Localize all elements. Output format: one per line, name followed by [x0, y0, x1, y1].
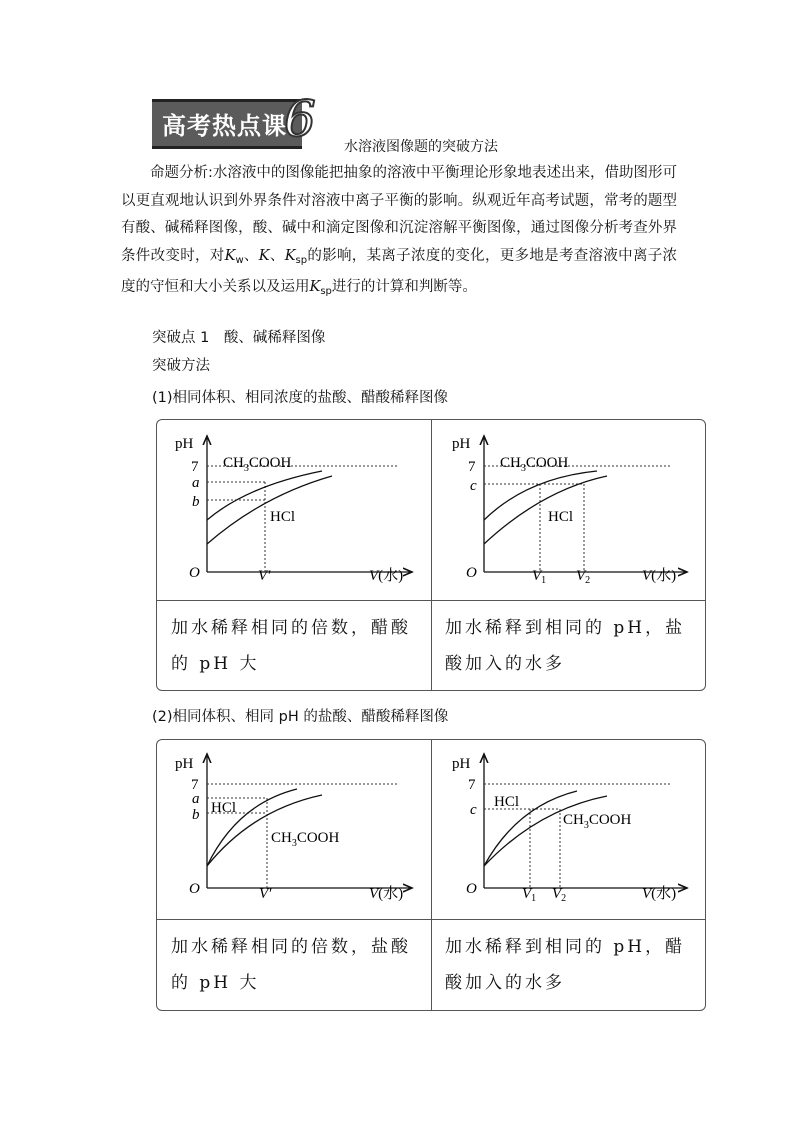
hcl-curve — [484, 476, 607, 544]
graph-2b — [432, 740, 705, 920]
v2-label: $V_2$ — [576, 568, 591, 586]
part1-right-caption: 加水稀释到相同的 pH，盐酸加入的水多 — [445, 618, 686, 674]
ksp-subscript: sp — [295, 254, 308, 266]
ch3cooh-label: $CH_3COOH$ — [500, 455, 569, 474]
part1-title: (1)相同体积、相同浓度的盐酸、醋酸稀释图像 — [152, 390, 449, 406]
ksp2-symbol: K — [309, 279, 321, 295]
sep2: 、 — [269, 247, 285, 264]
intro-text-3: 进行的计算和判断等。 — [331, 279, 477, 295]
ph-label: pH — [175, 756, 194, 772]
xaxis-label: V(水) — [369, 568, 404, 584]
origin-label: O — [189, 881, 200, 897]
intro-text-2: 的影响，某离子浓度的变化，更多地是考查溶液中离子浓度的守恒和大小关系以及运用 — [121, 247, 678, 295]
part2-left-caption: 加水稀释相同的倍数，盐酸的 pH 大 — [171, 937, 411, 993]
intro-text-1: 水溶液中的图像能把抽象的溶液中平衡理论形象地表述出来，借助图形可以更直观地认识到外界条件对溶液中离子平衡的影响。纵观近年高考试题，常考的题型有酸、碱稀释图像，酸、碱中和滴定图像和沉淀溶解平衡图像，通过图像分析考查外界条件改变时，对 — [121, 165, 678, 264]
origin-label: O — [466, 881, 477, 897]
sep1: 、 — [243, 247, 259, 264]
xaxis-label: V(水) — [642, 886, 677, 902]
xaxis-label: V(水) — [642, 568, 677, 584]
intro-paragraph — [121, 160, 677, 306]
v2-label: $V_2$ — [552, 886, 567, 904]
ksp-symbol: K — [284, 247, 296, 264]
part2-right-caption: 加水稀释到相同的 pH，醋酸加入的水多 — [445, 937, 686, 993]
c-label: c — [470, 478, 477, 494]
banner-title: 高考热点课 — [162, 111, 287, 140]
ph-label: pH — [452, 436, 471, 452]
hcl-label: HCl — [494, 794, 520, 810]
ch3cooh-label: $CH_3COOH$ — [271, 830, 340, 849]
section-method: 突破方法 — [152, 358, 210, 374]
seven-label: 7 — [191, 777, 199, 793]
part1-left-caption: 加水稀释相同的倍数，醋酸的 pH 大 — [171, 618, 411, 674]
graph-2a — [157, 740, 431, 920]
vprime-label: V′ — [259, 886, 272, 902]
vprime-label: V′ — [258, 568, 271, 584]
b-label: b — [192, 807, 200, 823]
part2-title: (2)相同体积、相同 pH 的盐酸、醋酸稀释图像 — [152, 709, 449, 725]
origin-label: O — [466, 565, 477, 581]
intro-label: 命题分析: — [150, 165, 213, 181]
graph-1a — [157, 420, 431, 600]
graph-1b — [432, 420, 705, 600]
ch3cooh-label: $CH_3COOH$ — [563, 812, 632, 831]
a-label: a — [192, 791, 200, 807]
section-point: 突破点 1 酸、碱稀释图像 — [152, 330, 326, 346]
c-label: c — [470, 802, 477, 818]
xaxis-label: V(水) — [369, 886, 404, 902]
hcl-label: HCl — [548, 509, 574, 525]
seven-label: 7 — [468, 777, 476, 793]
v1-label: $V_1$ — [532, 568, 547, 586]
lesson-banner — [152, 90, 322, 148]
seven-label: 7 — [191, 459, 199, 475]
panel-part1 — [156, 419, 706, 691]
k-symbol: K — [258, 247, 270, 264]
seven-label: 7 — [468, 459, 476, 475]
kw-symbol: K — [224, 247, 236, 264]
kw-subscript: w — [235, 254, 244, 266]
ksp2-subscript: sp — [320, 286, 332, 297]
panel1-divider-h — [157, 600, 705, 601]
ph-label: pH — [175, 436, 194, 452]
hcl-label: HCl — [270, 509, 296, 525]
panel-part2 — [156, 739, 706, 1011]
b-label: b — [192, 494, 200, 510]
ph-label: pH — [452, 756, 471, 772]
a-label: a — [192, 475, 200, 491]
ch3cooh-label: $CH_3COOH$ — [223, 455, 292, 474]
origin-label: O — [189, 565, 200, 581]
banner-number: 6 — [284, 90, 316, 148]
page-subtitle: 水溶液图像题的突破方法 — [344, 139, 498, 155]
hcl-label: HCl — [211, 800, 237, 816]
v1-label: $V_1$ — [522, 886, 537, 904]
